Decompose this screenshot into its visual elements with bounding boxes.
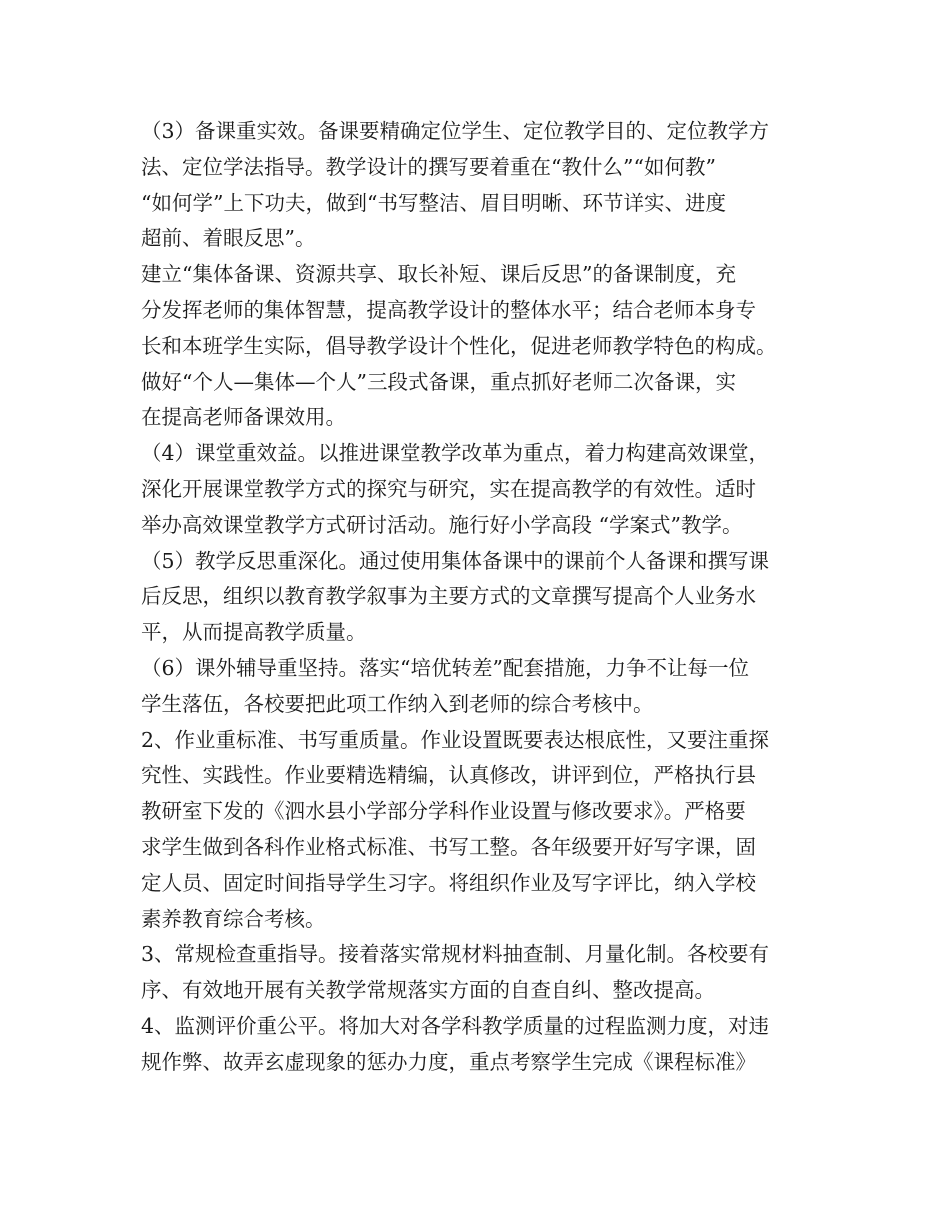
text-line: 后反思，组织以教育教学叙事为主要方式的文章撰写提高个人业务水 [141, 584, 756, 609]
text-line: 举办高效课堂教学方式研讨活动。施行好小学高段 “学案式”教学。 [141, 512, 743, 537]
text-line: 长和本班学生实际，倡导教学设计个性化，促进老师教学特色的构成。 [141, 333, 777, 358]
text-line: 2、作业重标准、书写重质量。作业设置既要表达根底性，又要注重探 [141, 727, 770, 752]
text-line: 法、定位学法指导。教学设计的撰写要着重在“教什么”“如何教” [141, 154, 716, 179]
text-line: （4）课堂重效益。以推进课堂教学改革为重点，着力构建高效课堂， [141, 441, 770, 466]
text-line: 3、常规检查重指导。接着落实常规材料抽查制、月量化制。各校要有 [141, 942, 770, 967]
text-line: （5）教学反思重深化。通过使用集体备课中的课前个人备课和撰写课 [141, 548, 770, 573]
text-line: 究性、实践性。作业要精选精编，认真修改，讲评到位，严格执行县 [141, 763, 756, 788]
text-line: 求学生做到各科作业格式标准、书写工整。各年级要开好写字课，固 [141, 834, 756, 859]
text-line: 教研室下发的《泗水县小学部分学科作业设置与修改要求》。严格要 [141, 799, 746, 824]
text-line: 建立“集体备课、资源共享、取长补短、课后反思”的备课制度，充 [141, 262, 736, 287]
text-line: 学生落伍，各校要把此项工作纳入到老师的综合考核中。 [141, 691, 654, 716]
text-line: （3）备课重实效。备课要精确定位学生、定位教学目的、定位教学方 [141, 119, 770, 143]
text-line: 4、监测评价重公平。将加大对各学科教学质量的过程监测力度，对违 [141, 1013, 770, 1038]
text-line: （6）课外辅导重坚持。落实“培优转差”配套措施，力争不让每一位 [141, 655, 750, 680]
text-line: 定人员、固定时间指导学生习字。将组织作业及写字评比，纳入学校 [141, 870, 756, 895]
text-line: 平，从而提高教学质量。 [141, 620, 367, 645]
text-line: 规作弊、故弄玄虚现象的惩办力度，重点考察学生完成《课程标准》 [141, 1049, 756, 1074]
text-line: 深化开展课堂教学方式的探究与研究，实在提高教学的有效性。适时 [141, 476, 756, 501]
text-line: 序、有效地开展有关教学常规落实方面的自查自纠、整改提高。 [141, 978, 715, 1003]
text-line: 做好“个人—集体—个人”三段式备课，重点抓好老师二次备课，实 [141, 369, 736, 394]
text-line: 素养教育综合考核。 [141, 906, 326, 931]
text-line: 分发挥老师的集体智慧，提高教学设计的整体水平；结合老师本身专 [141, 297, 756, 322]
text-line: “如何学”上下功夫，做到“书写整洁、眉目明晰、环节详实、进度 [141, 190, 726, 215]
text-line: 超前、着眼反思”。 [141, 226, 316, 251]
body-text [141, 114, 821, 1081]
text-line: 在提高老师备课效用。 [141, 405, 346, 430]
